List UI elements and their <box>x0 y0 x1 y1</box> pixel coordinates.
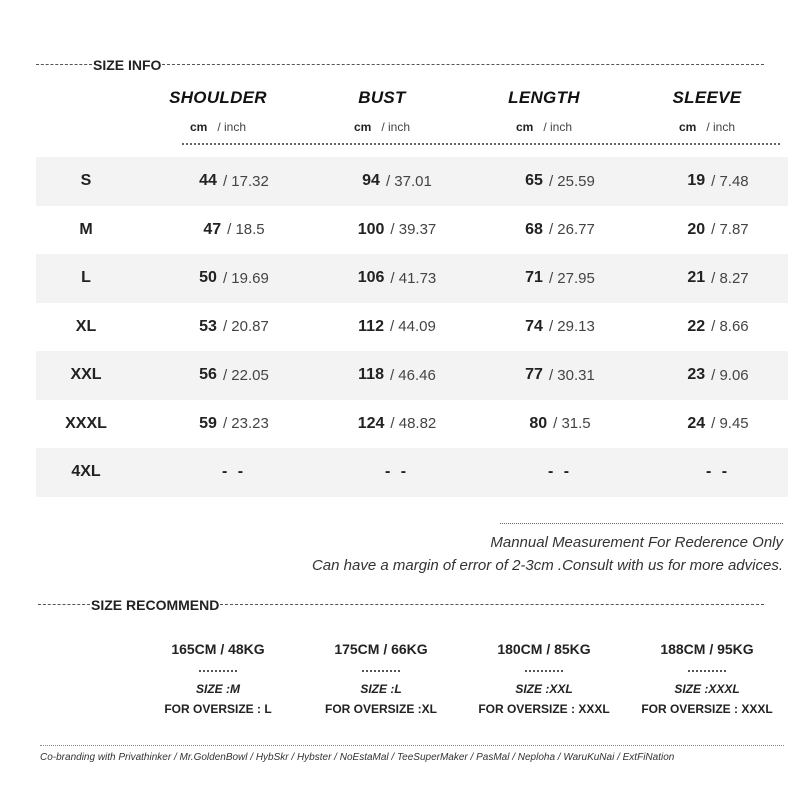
column-header-sleeve <box>627 88 787 134</box>
inch-value: / 26.77 <box>548 221 595 239</box>
height-weight: 165CM / 48KG <box>171 641 265 657</box>
length-cell <box>480 157 640 206</box>
header-dotted-rule <box>182 143 780 145</box>
column-name: SLEEVE <box>672 88 742 107</box>
cobranding-text: Co-branding with Privathinker / Mr.GoldenBowl / HybSkr / Hybster / NoEstaMal / TeeSuperMaker / PasMal / Neploha / WaruKuNai / ExtFiNation <box>40 752 675 763</box>
column-units <box>302 120 462 134</box>
inch-value: / 31.5 <box>553 415 591 433</box>
column-header-length <box>464 88 624 134</box>
cm-value: 50 <box>199 269 217 287</box>
recommend-item <box>627 641 787 716</box>
inch-value: / 25.59 <box>548 172 595 190</box>
recommend-size: SIZE :XXL <box>515 682 573 696</box>
inch-value: / 20.87 <box>222 318 269 336</box>
recommend-oversize: FOR OVERSIZE : L <box>164 702 272 716</box>
column-name: BUST <box>358 88 406 107</box>
note-dotted-rule <box>500 523 783 524</box>
cm-value: 74 <box>525 317 543 335</box>
inch-value: / 18.5 <box>227 221 265 239</box>
dashed-rule <box>36 64 92 65</box>
cm-value: 19 <box>687 172 706 190</box>
sleeve-cell <box>638 157 798 206</box>
empty-value: - - <box>705 463 731 481</box>
cm-value: 24 <box>687 414 706 432</box>
cm-value: 59 <box>199 414 217 432</box>
bust-cell <box>317 351 477 400</box>
size-label: XXL <box>70 366 102 384</box>
recommend-oversize: FOR OVERSIZE : XXXL <box>478 702 610 716</box>
recommend-item <box>464 641 624 716</box>
cm-value: 22 <box>687 317 706 335</box>
recommend-dots <box>688 665 726 672</box>
sleeve-cell <box>638 206 798 255</box>
inch-value: / 37.01 <box>385 172 432 190</box>
recommend-size: SIZE :XXXL <box>674 682 740 696</box>
cm-value: 118 <box>358 366 384 384</box>
column-name: LENGTH <box>508 88 580 107</box>
unit-cm: cm <box>515 120 534 134</box>
recommend-oversize: FOR OVERSIZE : XXXL <box>641 702 773 716</box>
inch-value: / 7.87 <box>711 221 749 239</box>
column-units <box>627 120 787 134</box>
cm-value: 53 <box>199 317 217 335</box>
unit-inch: / inch <box>217 120 247 134</box>
bust-cell <box>317 448 477 497</box>
dashed-rule <box>38 604 90 605</box>
cm-value: 47 <box>203 220 222 238</box>
cm-value: 44 <box>199 172 217 190</box>
bust-cell <box>317 206 477 255</box>
cm-value: 71 <box>525 269 543 287</box>
bust-cell <box>317 400 477 449</box>
empty-value: - - <box>547 463 573 481</box>
height-weight: 188CM / 95KG <box>660 641 754 657</box>
table-row <box>36 448 788 497</box>
cm-value: 56 <box>199 366 217 384</box>
dashed-rule <box>162 64 764 65</box>
bust-cell <box>317 303 477 352</box>
unit-inch: / inch <box>706 120 736 134</box>
inch-value: / 7.48 <box>711 172 749 190</box>
dashed-rule <box>220 604 764 605</box>
cm-value: 20 <box>687 220 706 238</box>
inch-value: / 9.45 <box>711 415 749 433</box>
table-row <box>36 157 788 206</box>
inch-value: / 41.73 <box>390 269 437 287</box>
sleeve-cell <box>638 351 798 400</box>
inch-value: / 19.69 <box>222 269 269 287</box>
column-name: SHOULDER <box>169 88 267 107</box>
sleeve-cell <box>638 303 798 352</box>
inch-value: / 8.66 <box>711 318 749 336</box>
length-cell <box>480 254 640 303</box>
column-units <box>464 120 624 134</box>
inch-value: / 30.31 <box>548 366 595 384</box>
inch-value: / 9.06 <box>711 366 749 384</box>
shoulder-cell <box>154 303 314 352</box>
recommend-dots <box>199 665 237 672</box>
recommend-item <box>301 641 461 716</box>
footer-dotted-rule <box>40 745 784 746</box>
recommend-size: SIZE :L <box>360 682 402 696</box>
inch-value: / 39.37 <box>390 221 437 239</box>
shoulder-cell <box>154 157 314 206</box>
margin-note: Can have a margin of error of 2-3cm .Consult with us for more advices. <box>311 557 783 574</box>
inch-value: / 8.27 <box>711 269 749 287</box>
height-weight: 180CM / 85KG <box>497 641 591 657</box>
bust-cell <box>317 157 477 206</box>
cm-value: 106 <box>357 269 385 287</box>
table-row <box>36 206 788 255</box>
cm-value: 65 <box>525 172 543 190</box>
cm-value: 77 <box>525 366 543 384</box>
cm-value: 68 <box>525 220 543 238</box>
cm-value: 23 <box>687 366 706 384</box>
recommend-dots <box>362 665 400 672</box>
sleeve-cell <box>638 400 798 449</box>
inch-value: / 17.32 <box>222 172 269 190</box>
cm-value: 112 <box>358 317 384 335</box>
inch-value: / 29.13 <box>548 318 595 336</box>
unit-inch: / inch <box>381 120 411 134</box>
table-row <box>36 400 788 449</box>
inch-value: / 22.05 <box>222 366 269 384</box>
unit-cm: cm <box>189 120 208 134</box>
recommend-dots <box>525 665 563 672</box>
column-units <box>138 120 298 134</box>
length-cell <box>480 351 640 400</box>
size-label: XXXL <box>65 414 107 432</box>
size-label: L <box>81 269 91 287</box>
empty-value: - - <box>221 463 247 481</box>
sleeve-cell <box>638 254 798 303</box>
cm-value: 124 <box>357 414 385 432</box>
table-row <box>36 351 788 400</box>
size-info-title: SIZE INFO <box>93 57 162 73</box>
cm-value: 94 <box>362 172 380 190</box>
cm-value: 80 <box>529 414 548 432</box>
table-row <box>36 254 788 303</box>
sleeve-cell <box>638 448 798 497</box>
size-table <box>36 157 788 497</box>
length-cell <box>480 448 640 497</box>
inch-value: / 23.23 <box>222 415 269 433</box>
size-recommend-header <box>38 597 764 613</box>
unit-cm: cm <box>353 120 372 134</box>
shoulder-cell <box>154 448 314 497</box>
recommend-item <box>138 641 298 716</box>
empty-value: - - <box>384 463 410 481</box>
inch-value: / 27.95 <box>548 269 595 287</box>
inch-value: / 48.82 <box>390 415 437 433</box>
unit-inch: / inch <box>543 120 573 134</box>
length-cell <box>480 303 640 352</box>
measurement-note: Mannual Measurement For Rederence Only <box>490 534 783 551</box>
size-label: S <box>80 172 92 190</box>
size-recommend-title: SIZE RECOMMEND <box>91 597 220 613</box>
size-label: M <box>79 220 93 238</box>
shoulder-cell <box>154 206 314 255</box>
length-cell <box>480 400 640 449</box>
shoulder-cell <box>154 400 314 449</box>
bust-cell <box>317 254 477 303</box>
inch-value: / 44.09 <box>389 318 436 336</box>
cm-value: 21 <box>687 269 706 287</box>
inch-value: / 46.46 <box>389 366 436 384</box>
size-label: XL <box>75 317 97 335</box>
recommend-size: SIZE :M <box>196 682 240 696</box>
size-info-header <box>36 57 764 73</box>
length-cell <box>480 206 640 255</box>
shoulder-cell <box>154 254 314 303</box>
table-row <box>36 303 788 352</box>
cm-value: 100 <box>357 220 385 238</box>
unit-cm: cm <box>678 120 697 134</box>
column-header-bust <box>302 88 462 134</box>
height-weight: 175CM / 66KG <box>334 641 428 657</box>
column-header-shoulder <box>138 88 298 134</box>
size-label: 4XL <box>71 463 101 481</box>
recommend-oversize: FOR OVERSIZE :XL <box>324 702 437 716</box>
shoulder-cell <box>154 351 314 400</box>
